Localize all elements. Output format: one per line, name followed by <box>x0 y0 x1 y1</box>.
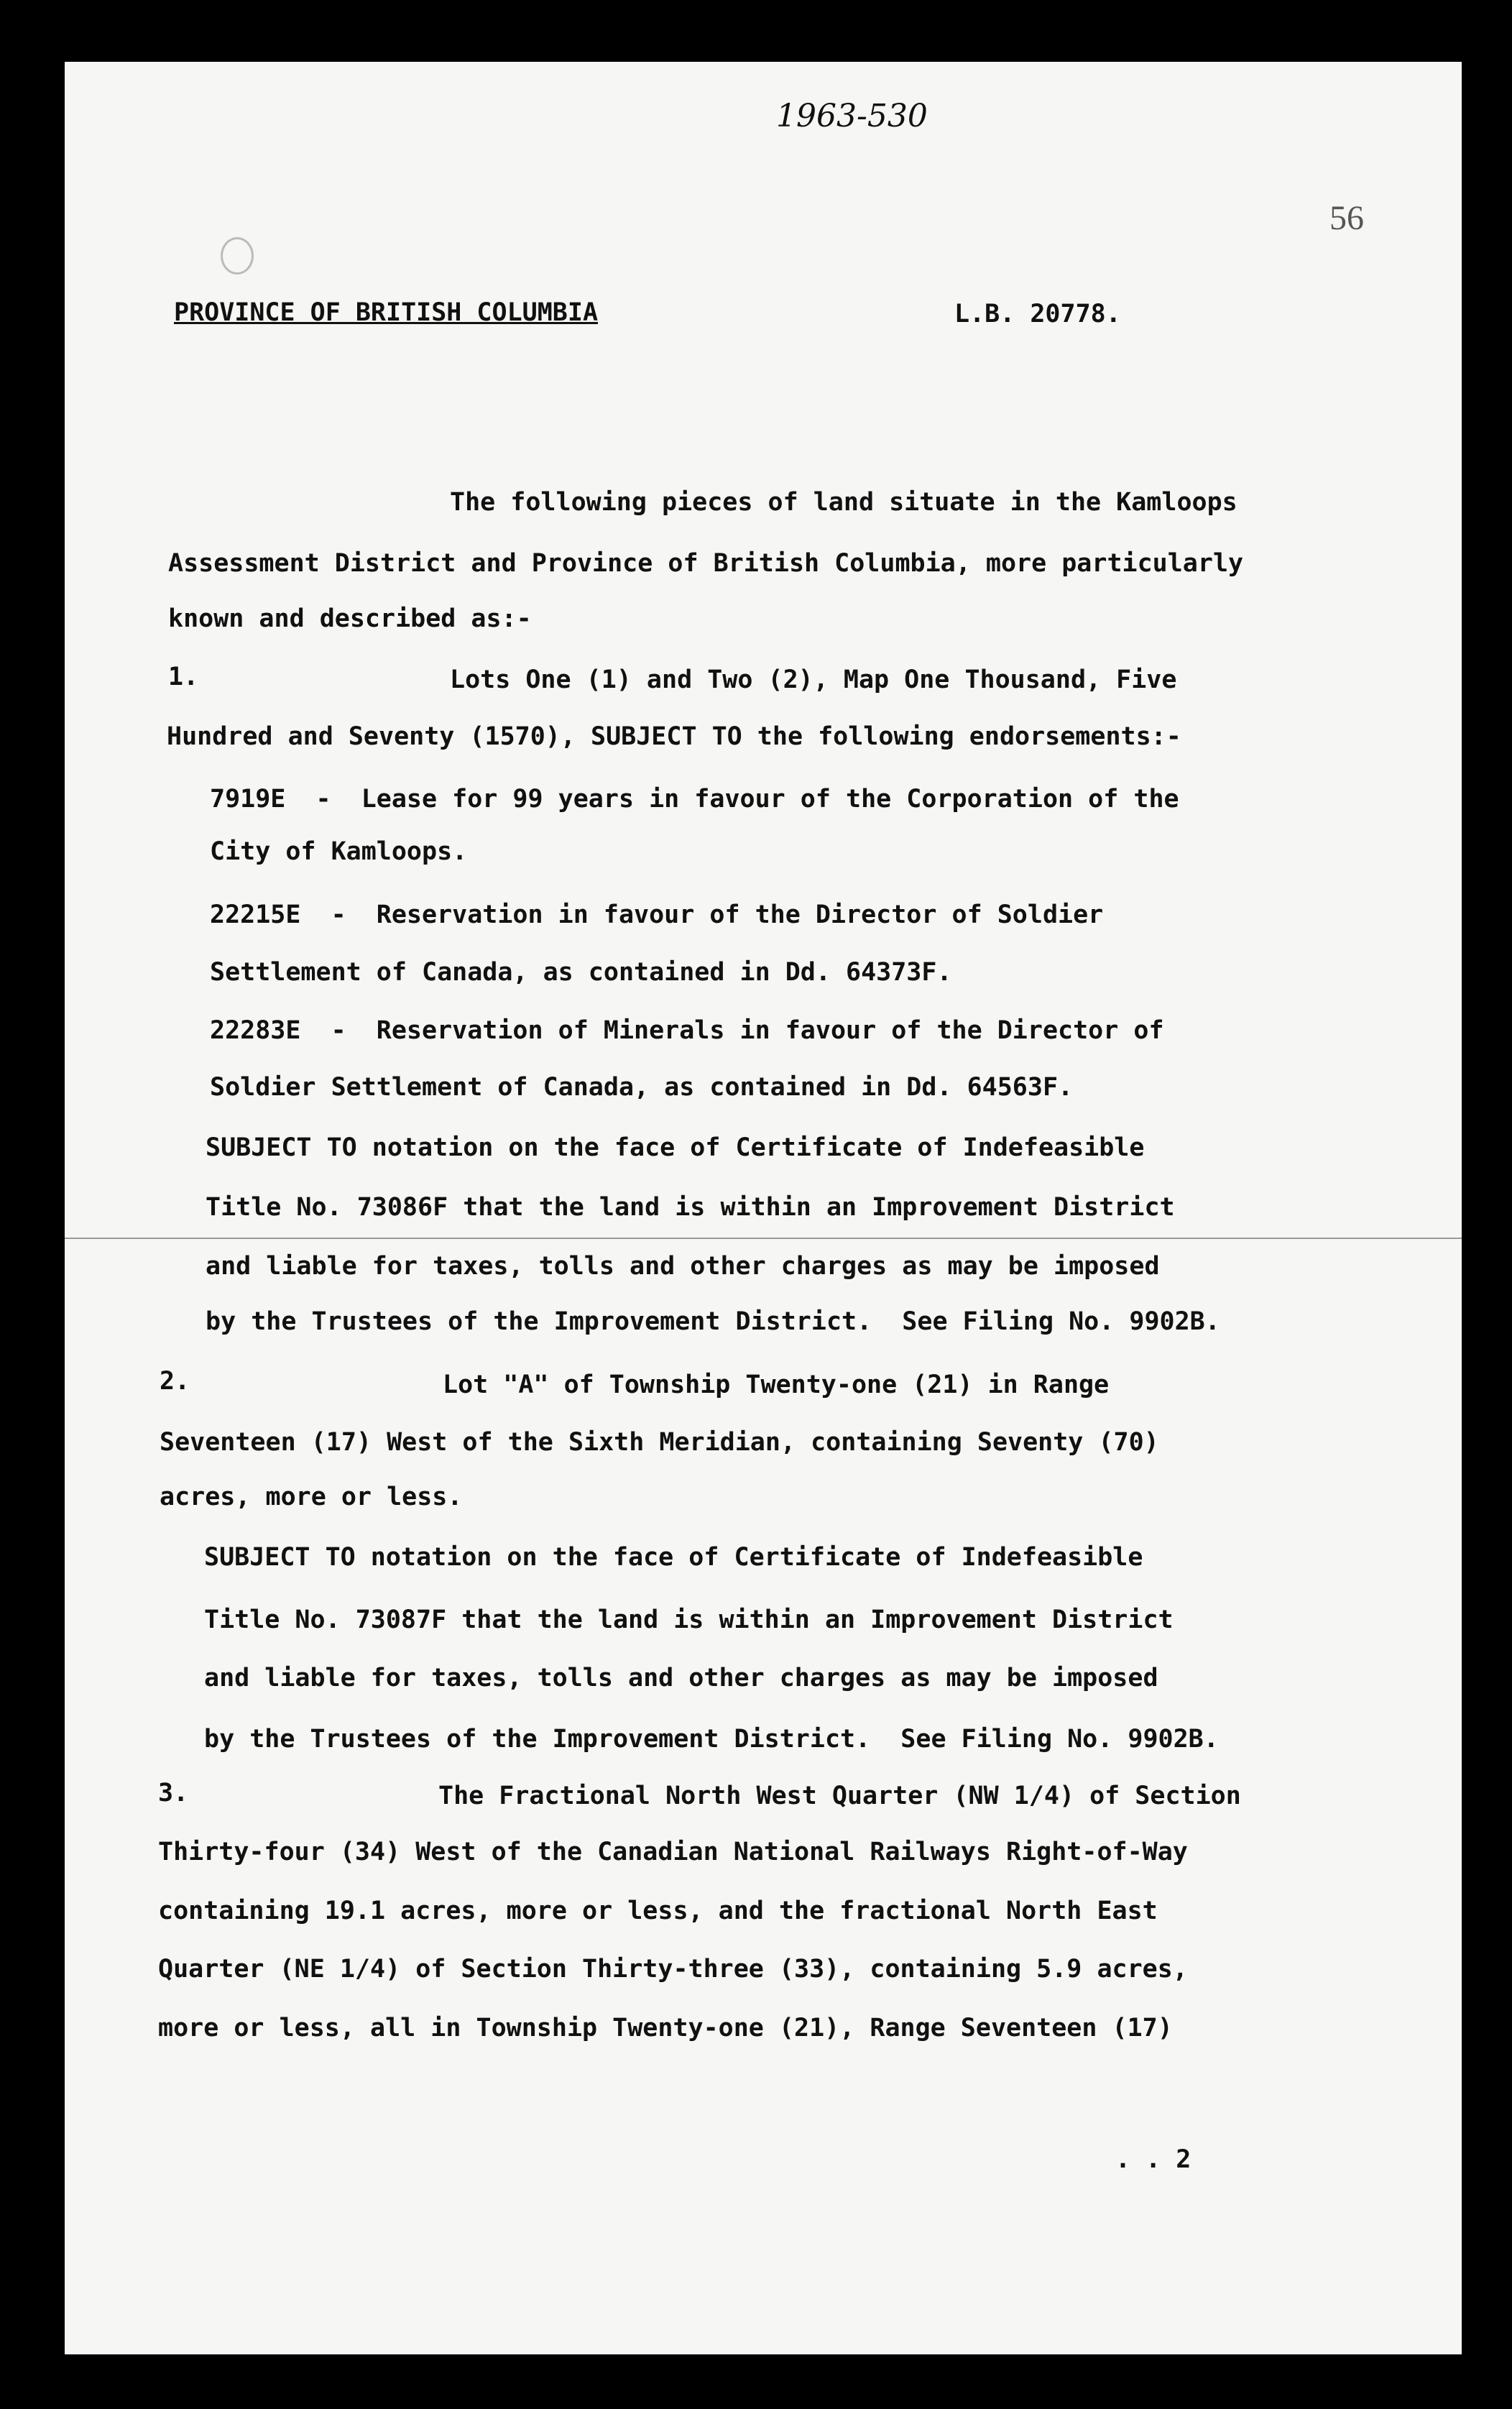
text-line: Seventeen (17) West of the Sixth Meridian, containing Seventy (70) <box>160 1428 1159 1457</box>
text-line: Hundred and Seventy (1570), SUBJECT TO the following endorsements:- <box>167 722 1181 751</box>
item-number: 1. <box>168 663 199 691</box>
text-line: and liable for taxes, tolls and other charges as may be imposed <box>206 1252 1160 1281</box>
text-line: by the Trustees of the Improvement District. See Filing No. 9902B. <box>204 1725 1219 1754</box>
text-line: by the Trustees of the Improvement District. See Filing No. 9902B. <box>206 1307 1220 1336</box>
text-line: Assessment District and Province of British Columbia, more particularly <box>168 549 1244 578</box>
text-line: Title No. 73086F that the land is within an Improvement District <box>206 1193 1175 1222</box>
province-heading: PROVINCE OF BRITISH COLUMBIA <box>174 298 599 327</box>
text-line: Lot "A" of Township Twenty-one (21) in Range <box>443 1371 1110 1399</box>
text-line: known and described as:- <box>168 604 532 633</box>
text-line: The following pieces of land situate in the Kamloops <box>450 488 1237 517</box>
page-number-stamp: 56 <box>1329 199 1364 237</box>
text-line: Settlement of Canada, as contained in Dd. 64373F. <box>210 958 952 987</box>
handwritten-file-number: 1963-530 <box>776 98 928 134</box>
text-line: Title No. 73087F that the land is within an Improvement District <box>204 1606 1174 1634</box>
text-line: 22215E - Reservation in favour of the Director of Soldier <box>210 901 1104 929</box>
text-line: Quarter (NE 1/4) of Section Thirty-three (33), containing 5.9 acres, <box>158 1955 1188 1984</box>
continuation-mark: . . 2 <box>1115 2145 1191 2174</box>
text-line: 22283E - Reservation of Minerals in favour of the Director of <box>210 1016 1164 1045</box>
fold-line <box>65 1238 1462 1239</box>
text-line: more or less, all in Township Twenty-one (21), Range Seventeen (17) <box>158 2014 1173 2042</box>
text-line: and liable for taxes, tolls and other charges as may be imposed <box>204 1664 1158 1692</box>
text-line: City of Kamloops. <box>210 837 468 866</box>
item-number: 2. <box>160 1367 190 1396</box>
item-number: 3. <box>158 1779 189 1807</box>
text-line: Lots One (1) and Two (2), Map One Thousand, Five <box>450 665 1177 694</box>
text-line: SUBJECT TO notation on the face of Certificate of Indefeasible <box>204 1543 1143 1572</box>
lb-number: L.B. 20778. <box>954 300 1121 328</box>
text-line: Soldier Settlement of Canada, as contained in Dd. 64563F. <box>210 1073 1074 1102</box>
text-line: acres, more or less. <box>160 1483 463 1511</box>
text-line: containing 19.1 acres, more or less, and the fractional North East <box>158 1897 1158 1925</box>
punch-hole <box>221 237 254 275</box>
text-line: SUBJECT TO notation on the face of Certificate of Indefeasible <box>206 1133 1145 1162</box>
text-line: 7919E - Lease for 99 years in favour of the Corporation of the <box>210 785 1179 814</box>
text-line: Thirty-four (34) West of the Canadian National Railways Right-of-Way <box>158 1838 1188 1866</box>
text-line: The Fractional North West Quarter (NW 1/4) of Section <box>438 1782 1241 1810</box>
